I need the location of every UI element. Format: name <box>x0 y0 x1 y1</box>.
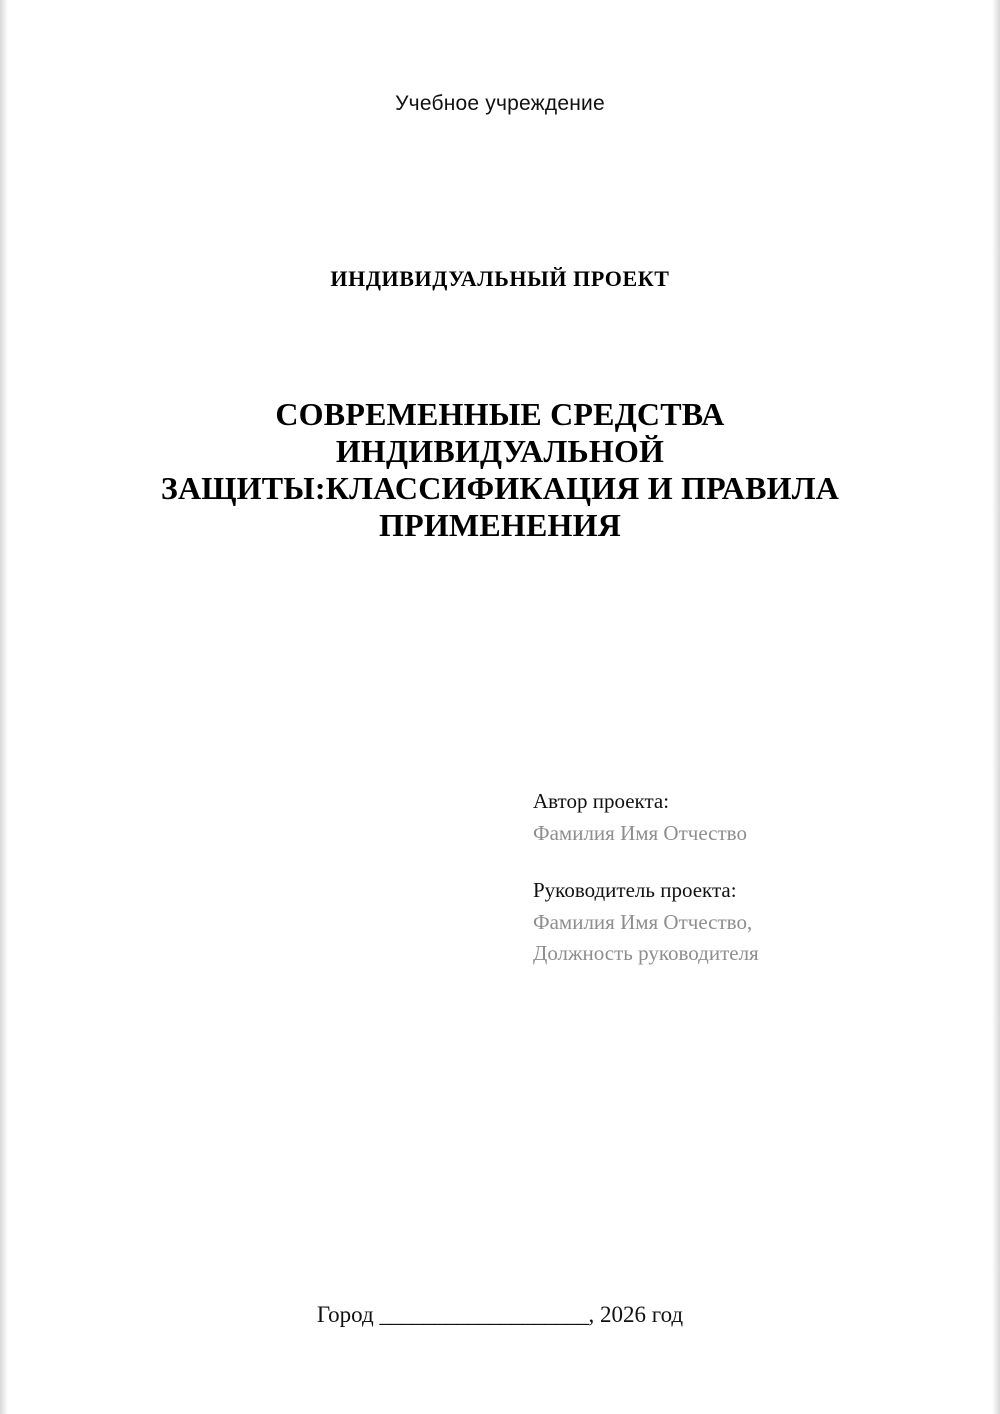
footer-city-label: Город <box>316 1302 374 1327</box>
credits-block <box>533 786 953 996</box>
author-block <box>533 786 953 849</box>
page-title: СОВРЕМЕННЫЕ СРЕДСТВА ИНДИВИДУАЛЬНОЙ ЗАЩИТЫ:КЛАССИФИКАЦИЯ И ПРАВИЛА ПРИМЕНЕНИЯ <box>160 396 840 544</box>
supervisor-value-line2: Должность руководителя <box>533 941 759 965</box>
institution-name: Учебное учреждение <box>395 92 605 115</box>
author-label: Автор проекта: <box>533 789 670 813</box>
author-value: Фамилия Имя Отчество <box>533 820 747 845</box>
document-type: ИНДИВИДУАЛЬНЫЙ ПРОЕКТ <box>330 266 670 291</box>
supervisor-label: Руководитель проекта: <box>533 878 737 902</box>
footer-blank-line: ___________________ <box>379 1302 589 1327</box>
supervisor-value-line1: Фамилия Имя Отчество, <box>533 909 753 934</box>
footer-year: , 2026 год <box>588 1302 684 1327</box>
supervisor-block <box>533 875 953 970</box>
footer-city-year <box>0 1302 1000 1328</box>
